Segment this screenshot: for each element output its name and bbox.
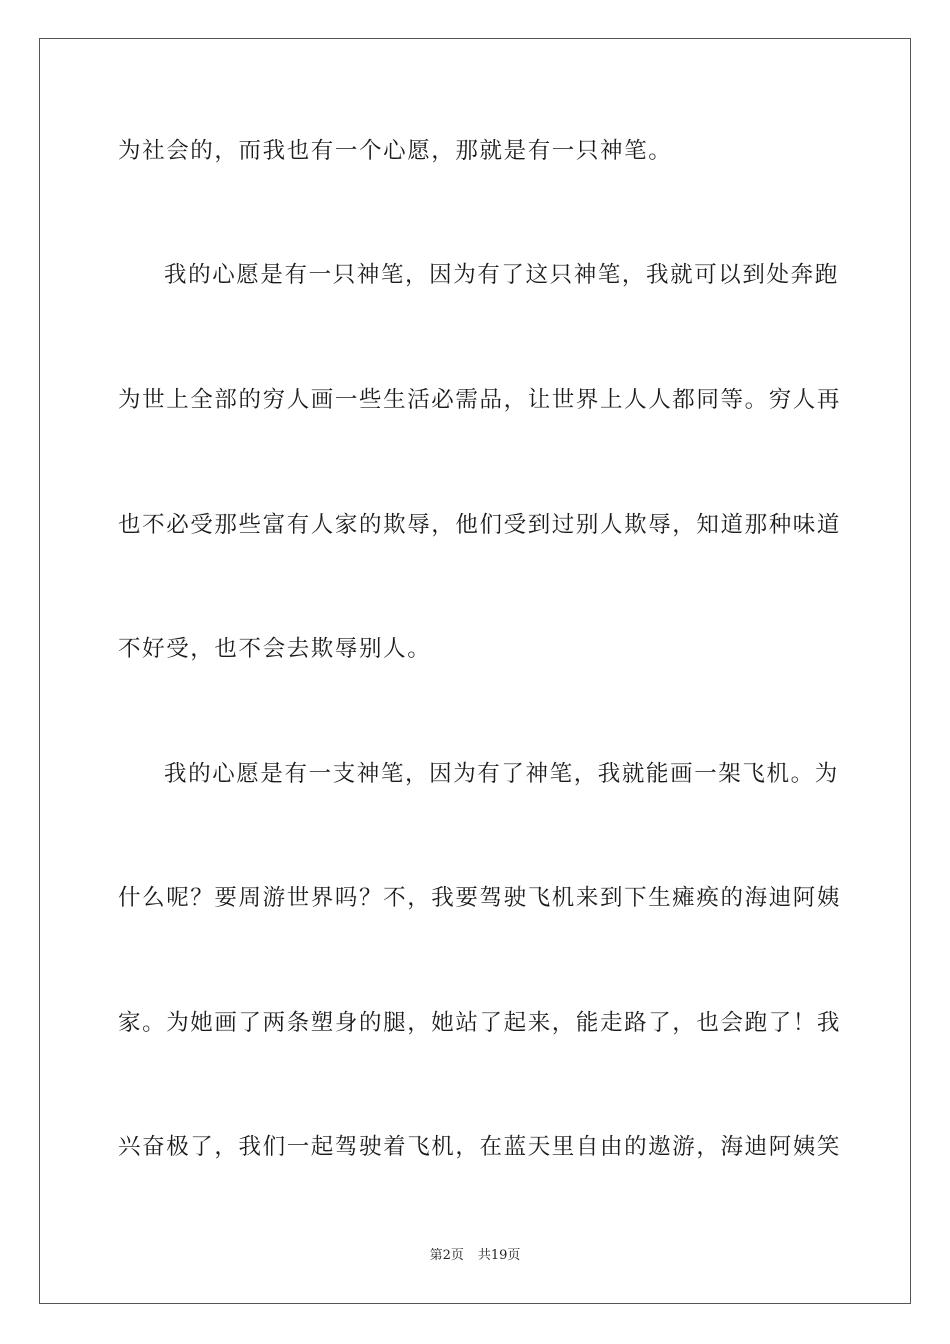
- page-footer: [0, 1247, 950, 1265]
- text-line: 兴奋极了，我们一起驾驶着飞机，在蓝天里自由的遨游，海迪阿姨笑: [118, 1134, 842, 1160]
- page-number: 第2页: [429, 1248, 464, 1263]
- text-line: 什么呢？要周游世界吗？不，我要驾驶飞机来到下生瘫痪的海迪阿姨: [118, 885, 842, 911]
- text-line: 为世上全部的穷人画一些生活必需品，让世界上人人都同等。穷人再: [118, 387, 842, 413]
- text-line: 也不必受那些富有人家的欺辱，他们受到过别人欺辱，知道那种味道: [118, 512, 842, 538]
- paragraph-start-line: 我的心愿是有一支神笔，因为有了神笔，我就能画一架飞机。为: [164, 761, 839, 787]
- total-pages: 共19页: [477, 1248, 521, 1263]
- text-line: 为社会的，而我也有一个心愿，那就是有一只神笔。: [118, 138, 673, 164]
- page-frame: [39, 38, 911, 1304]
- paragraph-start-line: 我的心愿是有一只神笔，因为有了这只神笔，我就可以到处奔跑: [164, 262, 839, 288]
- text-line: 不好受，也不会去欺辱别人。: [118, 636, 432, 662]
- text-line: 家。为她画了两条塑身的腿，她站了起来，能走路了，也会跑了！我: [118, 1010, 842, 1036]
